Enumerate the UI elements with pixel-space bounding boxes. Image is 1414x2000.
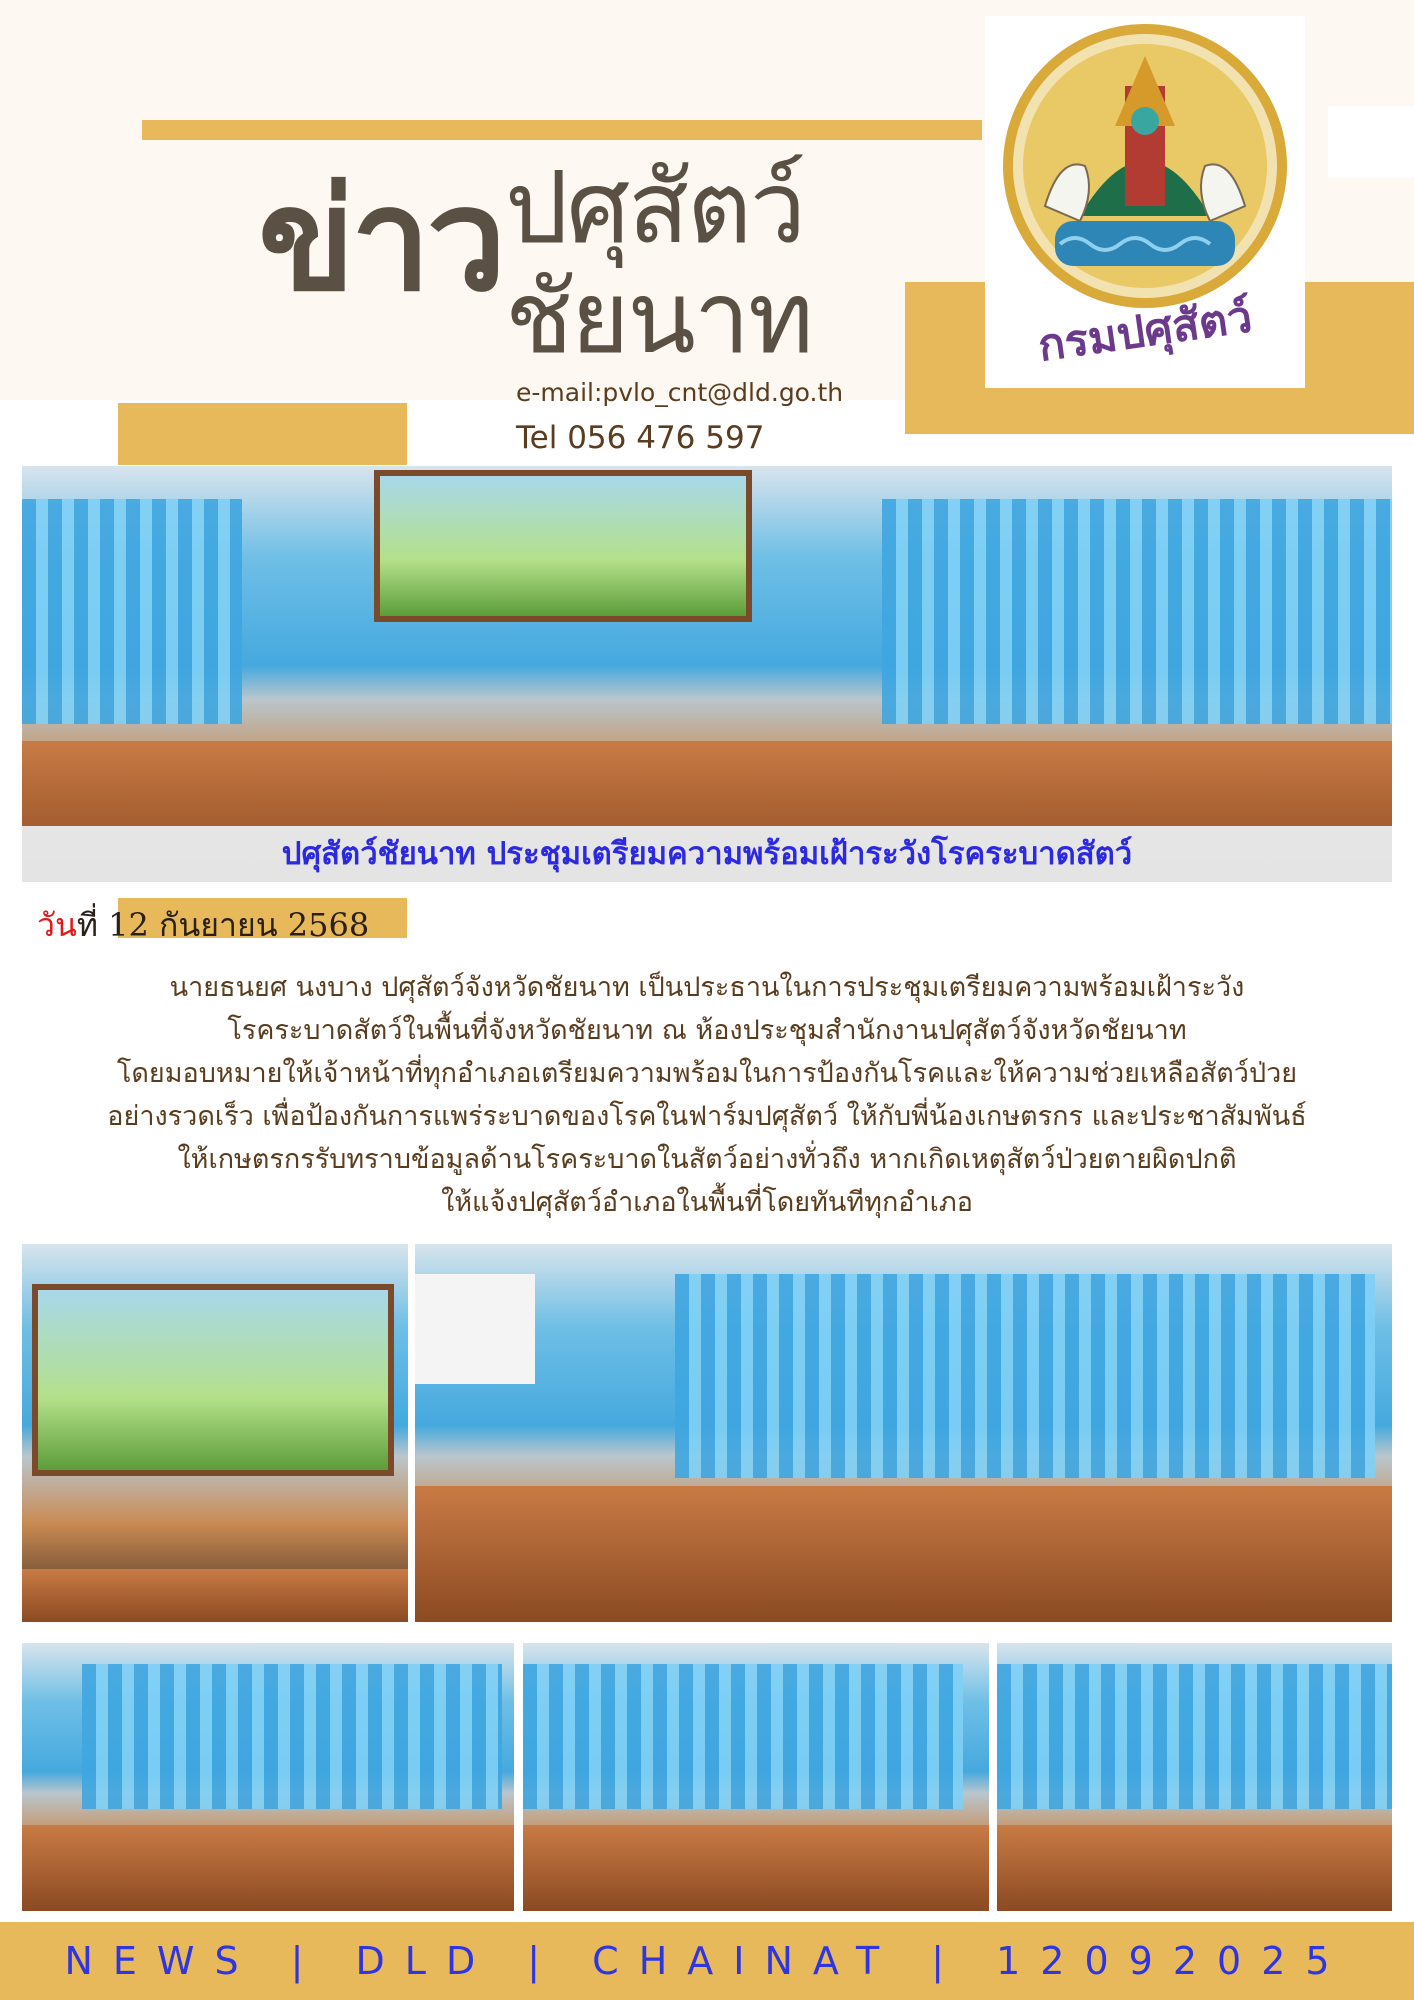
headline: ปศุสัตว์ชัยนาท ประชุมเตรียมความพร้อมเฝ้าระวังโรคระบาดสัตว์ [281,836,1133,872]
main-meeting-photo [22,466,1392,882]
gallery-photo-right [997,1643,1392,1911]
header-white-tab [1328,106,1414,178]
footer-tagline: NEWS | DLD | CHAINAT | 12092025 [64,1939,1350,1983]
title-news: ข่าว [258,158,503,323]
body-line: ให้แจ้งปศุสัตว์อำเภอในพื้นที่โดยทันทีทุกอำเภอ [441,1187,973,1218]
title-livestock: ปศุสัตว์ [505,149,805,266]
body-line: โดยมอบหมายให้เจ้าหน้าที่ทุกอำเภอเตรียมความพร้อมในการป้องกันโรคและให้ความช่วยเหลือสัตว์ป่วย [116,1058,1298,1089]
logo-panel [985,16,1305,388]
news-date [37,900,369,951]
gallery-photo-left [22,1643,514,1911]
logo-text: กรมปศุสัตว์ [1034,291,1256,372]
contact-phone[interactable]: Tel 056 476 597 [516,420,765,456]
title-chainat: ชัยนาท [505,259,812,376]
news-body [30,966,1384,1224]
contact-email[interactable]: e-mail:pvlo_cnt@dld.go.th [516,378,844,407]
date-rest: ที่ 12 กันยายน 2568 [76,906,370,944]
body-line: อย่างรวดเร็ว เพื่อป้องกันการแพร่ระบาดของโรคในฟาร์มปศุสัตว์ ให้กับพี่น้องเกษตรกร และประชาสัมพันธ์ [107,1101,1307,1132]
gallery-photo-chairman [22,1244,408,1622]
projector-screen [415,1274,535,1384]
date-prefix: วัน [37,906,77,944]
contact-gold-block [118,403,407,465]
gallery-photo-room [415,1244,1392,1622]
header-accent-bar [142,120,982,140]
gallery-photo-center [523,1643,989,1911]
body-line: ให้เกษตรกรรับทราบข้อมูลด้านโรคระบาดในสัตว์อย่างทั่วถึง หากเกิดเหตุสัตว์ป่วยตายผิดปกติ [177,1144,1237,1175]
body-line: นายธนยศ นงบาง ปศุสัตว์จังหวัดชัยนาท เป็นประธานในการประชุมเตรียมความพร้อมเฝ้าระวัง [169,972,1245,1003]
body-line: โรคระบาดสัตว์ในพื้นที่จังหวัดชัยนาท ณ ห้องประชุมสำนักงานปศุสัตว์จังหวัดชัยนาท [227,1015,1187,1046]
